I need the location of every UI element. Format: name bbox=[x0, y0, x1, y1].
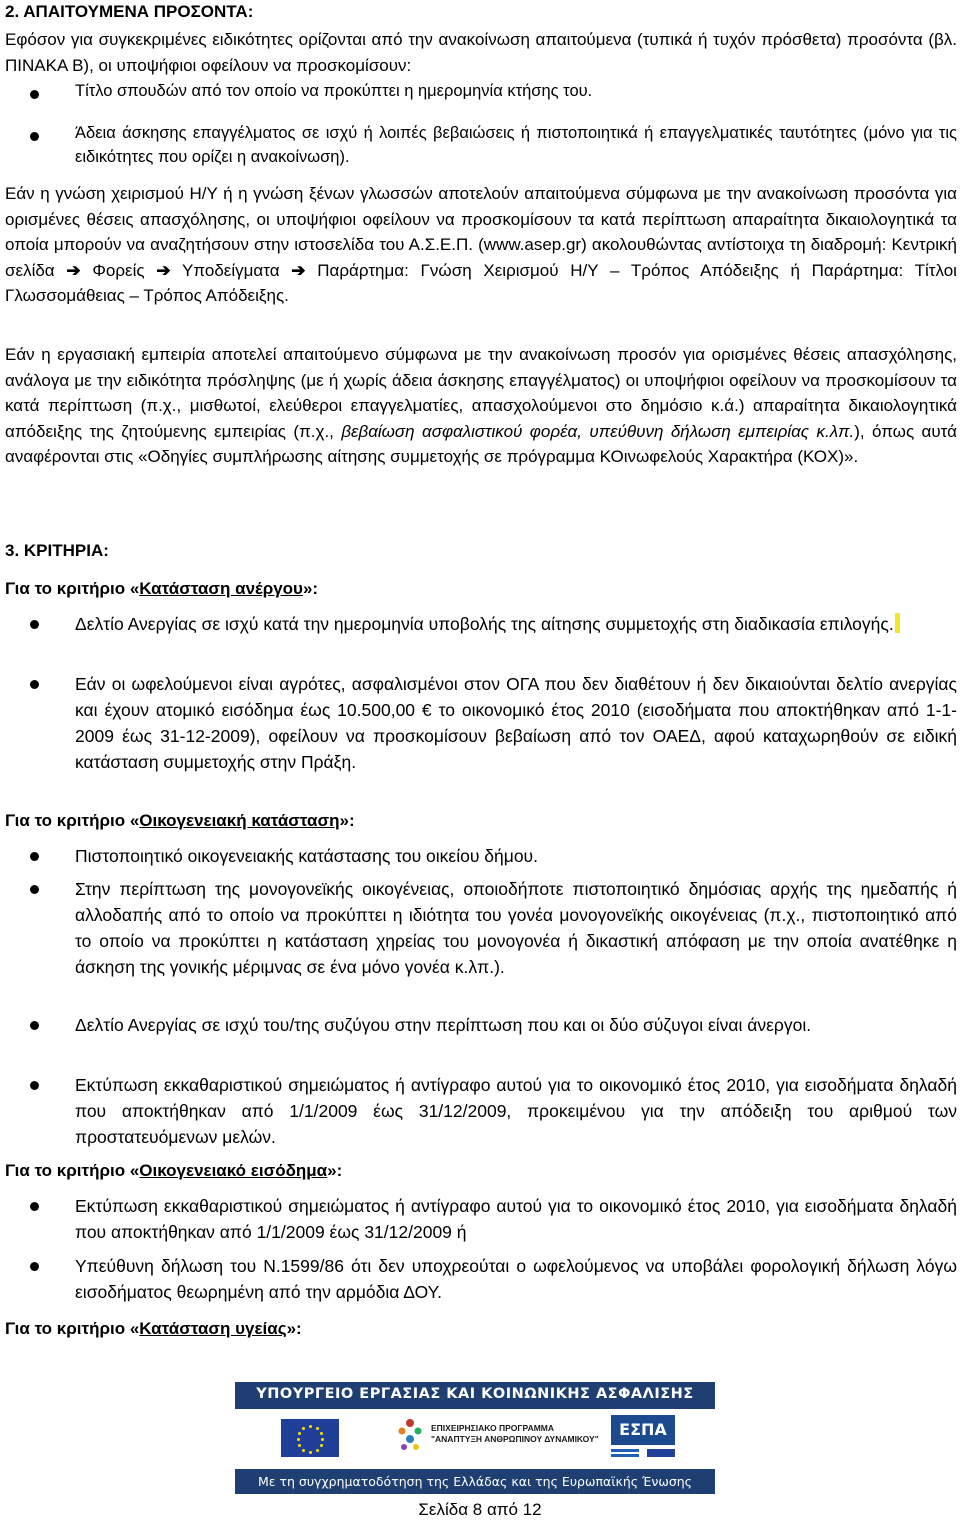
espa-logo: ΕΣΠΑ bbox=[611, 1415, 675, 1445]
computer-language-paragraph: Εάν η γνώση χειρισμού Η/Υ ή η γνώση ξένων γλωσσών αποτελούν απαιτούμενα σύμφωνα με την ανακοίνωση προσόντα για ορισμένες θέσεις απασχόλησης, οι υποψήφιοι οφείλουν να προσκομίσουν τα κατά περίπτωση απαραίτητα δικαιολογητικά τα οποία μπορούν να αναζητήσουν στην ιστοσελίδα του Α.Σ.Ε.Π. (www.asep.gr) ακολουθώντας αντίστοιχα τη διαδρομή: Κεντρική σελίδα ➔ Φορείς ➔ Υποδείγματα ➔ Παράρτημα: Γνώση Χειρισμού Η/Υ – Τρόπος Απόδειξης ή Παράρτημα: Τίτλοι Γλωσσομάθειας – Τρόπος Απόδειξης. bbox=[5, 184, 957, 305]
section-3-title: 3. ΚΡΙΤΗΡΙΑ: bbox=[5, 541, 109, 560]
bullet-icon bbox=[30, 885, 39, 894]
arrow-icon: ➔ bbox=[66, 260, 81, 280]
funding-banner bbox=[235, 1382, 715, 1494]
bullet-icon bbox=[30, 852, 39, 861]
ministry-name: ΥΠΟΥΡΓΕΙΟ ΕΡΓΑΣΙΑΣ ΚΑΙ ΚΟΙΝΩΝΙΚΗΣ ΑΣΦΑΛΙΣΗΣ bbox=[256, 1386, 694, 1402]
cofund-bar bbox=[235, 1469, 715, 1494]
section-2-intro: Εφόσον για συγκεκριμένες ειδικότητες ορίζονται από την ανακοίνωση απαιτούμενα (τυπικά ή τυχόν πρόσθετα) προσόντα (βλ. ΠΙΝΑΚΑ Β), οι υποψήφιοι οφείλουν να προσκομίσουν: bbox=[5, 30, 957, 75]
cofund-text: Με τη συγχρηματοδότηση της Ελλάδας και της Ευρωπαϊκής Ένωσης bbox=[257, 1474, 693, 1489]
bullet-icon bbox=[30, 90, 39, 99]
section-2-title: 2. ΑΠΑΙΤΟΥΜΕΝΑ ΠΡΟΣΟΝΤΑ: bbox=[5, 2, 254, 21]
program-name: ΕΠΙΧΕΙΡΗΣΙΑΚΟ ΠΡΟΓΡΑΜΜΑ "ΑΝΑΠΤΥΞΗ ΑΝΘΡΩΠΙΝΟΥ ΔΥΝΑΜΙΚΟΥ" bbox=[431, 1423, 599, 1444]
criterion-heading: Για το κριτήριο «Οικογενειακή κατάσταση»: bbox=[5, 811, 355, 830]
page-number: Σελίδα 8 από 12 bbox=[418, 1500, 542, 1519]
logos-row bbox=[235, 1409, 715, 1469]
bullet-icon bbox=[30, 680, 39, 689]
bullet-icon bbox=[30, 132, 39, 141]
criterion-heading: Για το κριτήριο «Κατάσταση υγείας»: bbox=[5, 1319, 302, 1338]
criterion-heading: Για το κριτήριο «Κατάσταση ανέργου»: bbox=[5, 579, 319, 598]
bullet-icon bbox=[30, 620, 39, 629]
bullet-icon bbox=[30, 1081, 39, 1090]
ministry-bar bbox=[235, 1382, 715, 1409]
bullet-icon bbox=[30, 1262, 39, 1271]
arrow-icon: ➔ bbox=[156, 260, 171, 280]
flags-icon bbox=[611, 1449, 675, 1457]
eu-flag-icon bbox=[281, 1419, 339, 1457]
criterion-heading: Για το κριτήριο «Οικογενειακό εισόδημα»: bbox=[5, 1161, 343, 1180]
bullet-icon bbox=[30, 1202, 39, 1211]
arrow-icon: ➔ bbox=[291, 260, 306, 280]
program-logo-icon bbox=[395, 1417, 425, 1453]
bullet-icon bbox=[30, 1021, 39, 1030]
text-cursor-highlight bbox=[895, 613, 900, 633]
work-experience-paragraph: Εάν η εργασιακή εμπειρία αποτελεί απαιτούμενο σύμφωνα με την ανακοίνωση προσόν για ορισμένες θέσεις απασχόλησης, ανάλογα με την ειδικότητα πρόσληψης (με ή χωρίς άδεια άσκησης επαγγέλματος) οι υποψήφιοι οφείλουν να προσκομίσουν τα κατά περίπτωση (π.χ., μισθωτοί, ελεύθεροι επαγγελματίες, απασχολούμενοι στο δημόσιο κ.ά.) απαραίτητα δικαιολογητικά απόδειξης της ζητούμενης εμπειρίας (π.χ., βεβαίωση ασφαλιστικού φορέα, υπεύθυνη δήλωση εμπειρίας κ.λπ.), όπως αυτά αναφέρονται στις «Οδηγίες συμπλήρωσης αίτησης συμμετοχής σε πρόγραμμα ΚΟινωφελούς Χαρακτήρα (ΚΟΧ)». bbox=[5, 345, 957, 466]
